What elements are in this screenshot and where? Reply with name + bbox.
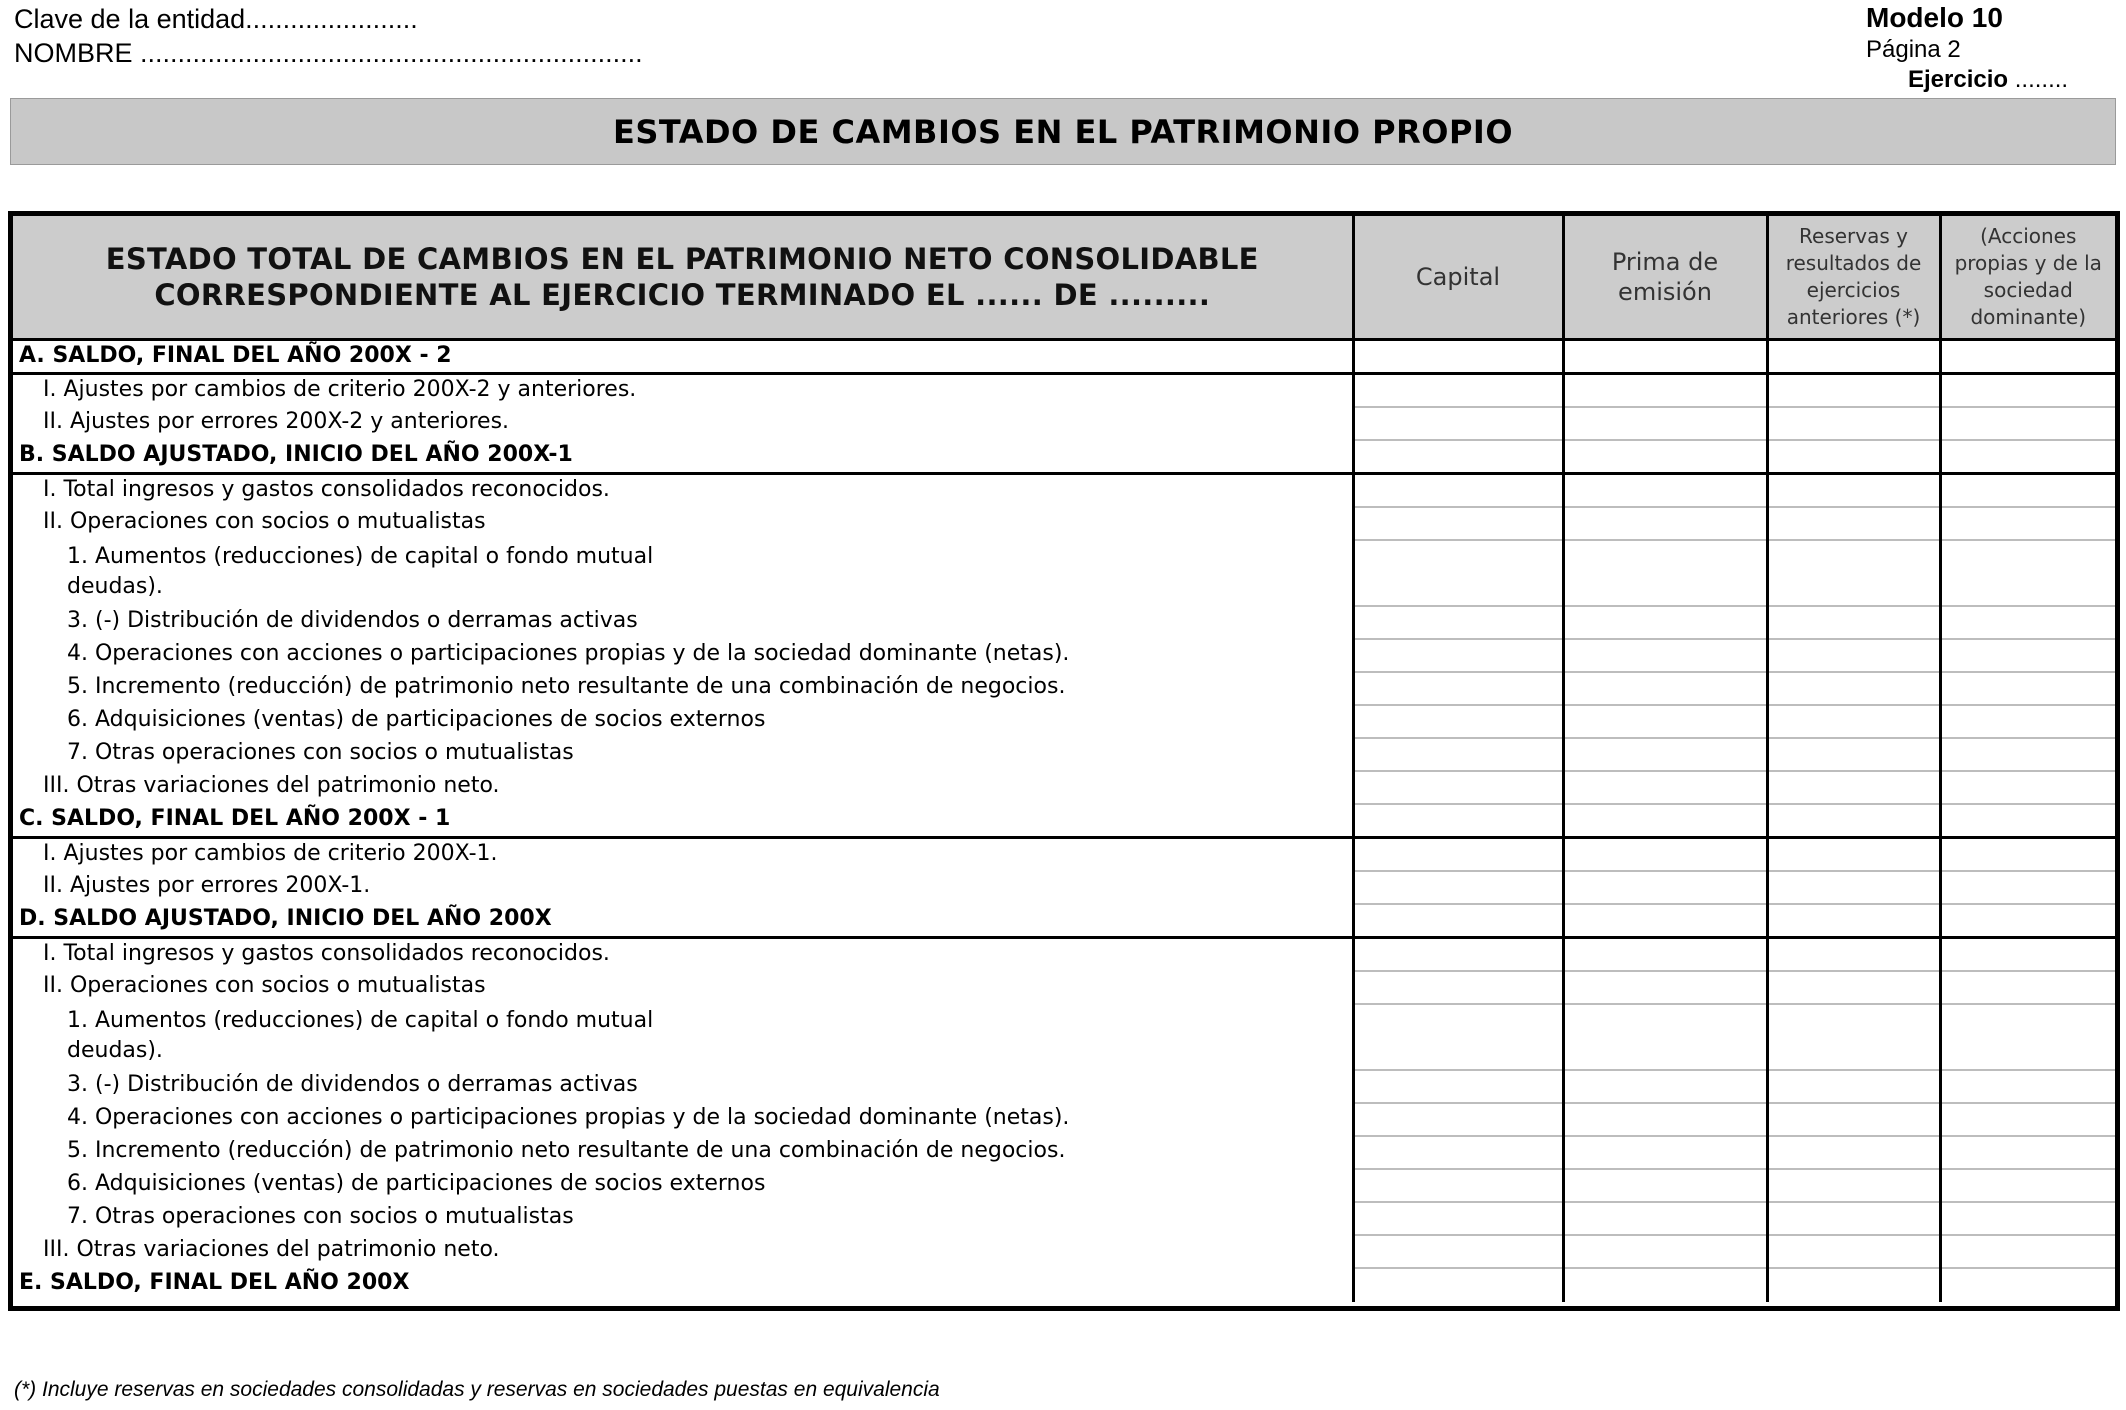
cell-capital[interactable] (1353, 1169, 1563, 1202)
table-row (13, 971, 2115, 1004)
cell-acciones[interactable] (1940, 374, 2115, 408)
cell-acciones[interactable] (1940, 1235, 2115, 1268)
cell-capital[interactable] (1353, 771, 1563, 804)
row-label-line-1: 1. Aumentos (reducciones) de capital o fondo mutual (67, 544, 654, 569)
table-row (13, 904, 2115, 938)
cell-prima[interactable] (1563, 705, 1767, 738)
main-header-line-1: ESTADO TOTAL DE CAMBIOS EN EL PATRIMONIO NETO CONSOLIDABLE (105, 242, 1259, 276)
cell-capital[interactable] (1353, 639, 1563, 672)
cell-acciones[interactable] (1940, 340, 2115, 374)
col-acciones-line-3: sociedad (1983, 278, 2073, 302)
table-row (13, 606, 2115, 639)
cell-capital[interactable] (1353, 540, 1563, 606)
cell-reservas[interactable] (1767, 474, 1940, 508)
table-row (13, 838, 2115, 872)
table-row (13, 340, 2115, 374)
table-row (13, 1136, 2115, 1169)
cell-acciones[interactable] (1940, 1136, 2115, 1169)
table-row (13, 1169, 2115, 1202)
cell-prima[interactable] (1563, 771, 1767, 804)
row-label: I. Total ingresos y gastos consolidados reconocidos. (13, 938, 1353, 972)
row-label (13, 1004, 1353, 1070)
row-label: I. Ajustes por cambios de criterio 200X-1. (13, 838, 1353, 872)
cell-capital[interactable] (1353, 904, 1563, 938)
cell-acciones[interactable] (1940, 738, 2115, 771)
row-label: 3. (-) Distribución de dividendos o derramas activas (13, 1070, 1353, 1103)
table-row (13, 407, 2115, 440)
cell-prima[interactable] (1563, 738, 1767, 771)
cell-reservas[interactable] (1767, 507, 1940, 540)
cell-capital[interactable] (1353, 1136, 1563, 1169)
cell-reservas[interactable] (1767, 672, 1940, 705)
cell-capital[interactable] (1353, 1268, 1563, 1302)
cell-prima[interactable] (1563, 1004, 1767, 1070)
header-right (1866, 2, 2003, 66)
table-row (13, 374, 2115, 408)
table-row (13, 1268, 2115, 1302)
cell-prima[interactable] (1563, 938, 1767, 972)
table-row (13, 804, 2115, 838)
col-prima-line-1: Prima de (1611, 248, 1719, 276)
cell-capital[interactable] (1353, 606, 1563, 639)
table-row (13, 672, 2115, 705)
cell-prima[interactable] (1563, 1235, 1767, 1268)
cell-reservas[interactable] (1767, 838, 1940, 872)
row-label: II. Ajustes por errores 200X-1. (13, 871, 1353, 904)
cell-acciones[interactable] (1940, 938, 2115, 972)
table-row (13, 507, 2115, 540)
cell-acciones[interactable] (1940, 1268, 2115, 1302)
cell-acciones[interactable] (1940, 1169, 2115, 1202)
row-label-line-1: 1. Aumentos (reducciones) de capital o fondo mutual (67, 1008, 654, 1033)
cell-capital[interactable] (1353, 1202, 1563, 1235)
cell-reservas[interactable] (1767, 606, 1940, 639)
cell-prima[interactable] (1563, 606, 1767, 639)
table-row (13, 705, 2115, 738)
main-header-line-2: CORRESPONDIENTE AL EJERCICIO TERMINADO EL ...... DE ......... (154, 278, 1211, 312)
row-label: III. Otras variaciones del patrimonio neto. (13, 1235, 1353, 1268)
cell-capital[interactable] (1353, 705, 1563, 738)
cell-capital[interactable] (1353, 440, 1563, 474)
cell-reservas[interactable] (1767, 407, 1940, 440)
cell-reservas[interactable] (1767, 374, 1940, 408)
cell-reservas[interactable] (1767, 1268, 1940, 1302)
col-header-capital: Capital (1353, 216, 1563, 340)
cell-prima[interactable] (1563, 1136, 1767, 1169)
cell-capital[interactable] (1353, 507, 1563, 540)
cell-capital[interactable] (1353, 971, 1563, 1004)
cell-acciones[interactable] (1940, 904, 2115, 938)
row-label: A. SALDO, FINAL DEL AÑO 200X - 2 (13, 340, 1353, 374)
cell-prima[interactable] (1563, 672, 1767, 705)
cell-prima[interactable] (1563, 1070, 1767, 1103)
cell-capital[interactable] (1353, 1070, 1563, 1103)
pagina-label: Página 2 (1866, 36, 1961, 63)
cell-acciones[interactable] (1940, 1070, 2115, 1103)
col-acciones-line-1: (Acciones (1980, 224, 2077, 248)
table-row (13, 639, 2115, 672)
cell-prima[interactable] (1563, 639, 1767, 672)
cell-reservas[interactable] (1767, 639, 1940, 672)
row-label: 6. Adquisiciones (ventas) de participaciones de socios externos (13, 1169, 1353, 1202)
cell-acciones[interactable] (1940, 440, 2115, 474)
cell-capital[interactable] (1353, 871, 1563, 904)
cell-capital[interactable] (1353, 938, 1563, 972)
cell-capital[interactable] (1353, 474, 1563, 508)
cell-reservas[interactable] (1767, 871, 1940, 904)
cell-acciones[interactable] (1940, 639, 2115, 672)
table-row (13, 474, 2115, 508)
cell-prima[interactable] (1563, 971, 1767, 1004)
row-label: D. SALDO AJUSTADO, INICIO DEL AÑO 200X (13, 904, 1353, 938)
cell-acciones[interactable] (1940, 838, 2115, 872)
nombre: NOMBRE ................................................................... (14, 38, 643, 68)
col-header-prima (1563, 216, 1767, 340)
row-label: II. Operaciones con socios o mutualistas (13, 971, 1353, 1004)
cell-reservas[interactable] (1767, 771, 1940, 804)
cell-prima[interactable] (1563, 838, 1767, 872)
table-row (13, 738, 2115, 771)
cell-acciones[interactable] (1940, 1103, 2115, 1136)
cell-acciones[interactable] (1940, 507, 2115, 540)
cell-acciones[interactable] (1940, 407, 2115, 440)
table-row (13, 938, 2115, 972)
cell-reservas[interactable] (1767, 705, 1940, 738)
cell-prima[interactable] (1563, 440, 1767, 474)
col-reservas-line-1: Reservas y (1799, 224, 1908, 248)
row-label: 3. (-) Distribución de dividendos o derramas activas (13, 606, 1353, 639)
cell-capital[interactable] (1353, 804, 1563, 838)
row-label: 7. Otras operaciones con socios o mutualistas (13, 1202, 1353, 1235)
table-row (13, 1070, 2115, 1103)
cell-prima[interactable] (1563, 474, 1767, 508)
row-label: III. Otras variaciones del patrimonio neto. (13, 771, 1353, 804)
cell-acciones[interactable] (1940, 871, 2115, 904)
table-row (13, 1235, 2115, 1268)
row-label: 5. Incremento (reducción) de patrimonio neto resultante de una combinación de negocios. (13, 1136, 1353, 1169)
clave-entidad: Clave de la entidad....................... (14, 4, 418, 34)
row-label-line-2: deudas). (67, 574, 163, 599)
row-label-line-2: deudas). (67, 1038, 163, 1063)
col-reservas-line-2: resultados de (1785, 251, 1922, 275)
cell-prima[interactable] (1563, 507, 1767, 540)
row-label: 4. Operaciones con acciones o participaciones propias y de la sociedad dominante (netas). (13, 1103, 1353, 1136)
col-acciones-line-4: dominante) (1970, 305, 2087, 329)
cell-reservas[interactable] (1767, 738, 1940, 771)
cell-reservas[interactable] (1767, 971, 1940, 1004)
row-label: I. Total ingresos y gastos consolidados reconocidos. (13, 474, 1353, 508)
row-label: 4. Operaciones con acciones o participaciones propias y de la sociedad dominante (netas). (13, 639, 1353, 672)
table-header-row (13, 216, 2115, 340)
cell-reservas[interactable] (1767, 340, 1940, 374)
row-label (13, 540, 1353, 606)
row-label: II. Operaciones con socios o mutualistas (13, 507, 1353, 540)
cell-capital[interactable] (1353, 838, 1563, 872)
cell-acciones[interactable] (1940, 804, 2115, 838)
cell-acciones[interactable] (1940, 474, 2115, 508)
header-left (14, 2, 643, 70)
cell-capital[interactable] (1353, 672, 1563, 705)
table-row (13, 1103, 2115, 1136)
cell-prima[interactable] (1563, 804, 1767, 838)
cell-acciones[interactable] (1940, 672, 2115, 705)
footnote: (*) Incluye reservas en sociedades consolidadas y reservas en sociedades puestas en equivalencia (14, 1378, 940, 1401)
table-row (13, 871, 2115, 904)
cell-reservas[interactable] (1767, 904, 1940, 938)
row-label: 6. Adquisiciones (ventas) de participaciones de socios externos (13, 705, 1353, 738)
cell-prima[interactable] (1563, 374, 1767, 408)
cell-prima[interactable] (1563, 407, 1767, 440)
row-label: I. Ajustes por cambios de criterio 200X-2 y anteriores. (13, 374, 1353, 408)
col-reservas-line-3: ejercicios (1806, 278, 1901, 302)
cell-prima[interactable] (1563, 1103, 1767, 1136)
cell-reservas[interactable] (1767, 1136, 1940, 1169)
cell-reservas[interactable] (1767, 1169, 1940, 1202)
cell-capital[interactable] (1353, 738, 1563, 771)
cell-capital[interactable] (1353, 1004, 1563, 1070)
table-row (13, 440, 2115, 474)
cell-prima[interactable] (1563, 871, 1767, 904)
cell-acciones[interactable] (1940, 1004, 2115, 1070)
cell-capital[interactable] (1353, 407, 1563, 440)
row-label: 5. Incremento (reducción) de patrimonio neto resultante de una combinación de negocios. (13, 672, 1353, 705)
cell-prima[interactable] (1563, 1268, 1767, 1302)
col-header-reservas (1767, 216, 1940, 340)
ejercicio-field (1908, 66, 2068, 94)
cell-capital[interactable] (1353, 1235, 1563, 1268)
table-row (13, 1004, 2115, 1070)
table-row (13, 1202, 2115, 1235)
col-prima-line-2: emisión (1618, 278, 1712, 306)
cell-prima[interactable] (1563, 904, 1767, 938)
cell-prima[interactable] (1563, 340, 1767, 374)
cell-capital[interactable] (1353, 374, 1563, 408)
row-label: 7. Otras operaciones con socios o mutualistas (13, 738, 1353, 771)
ejercicio-dots: ........ (2008, 66, 2069, 93)
cell-reservas[interactable] (1767, 804, 1940, 838)
cell-capital[interactable] (1353, 340, 1563, 374)
row-label: C. SALDO, FINAL DEL AÑO 200X - 1 (13, 804, 1353, 838)
row-label: II. Ajustes por errores 200X-2 y anteriores. (13, 407, 1353, 440)
cell-acciones[interactable] (1940, 705, 2115, 738)
col-reservas-line-4: anteriores (*) (1786, 305, 1921, 329)
cell-acciones[interactable] (1940, 1202, 2115, 1235)
table-row (13, 540, 2115, 606)
page-title: ESTADO DE CAMBIOS EN EL PATRIMONIO PROPIO (10, 98, 2116, 165)
main-header (13, 216, 1353, 340)
cell-capital[interactable] (1353, 1103, 1563, 1136)
cell-acciones[interactable] (1940, 606, 2115, 639)
col-acciones-line-2: propias y de la (1954, 251, 2102, 275)
cell-reservas[interactable] (1767, 938, 1940, 972)
cell-prima[interactable] (1563, 1202, 1767, 1235)
patrimonio-table (8, 211, 2120, 1311)
cell-acciones[interactable] (1940, 540, 2115, 606)
row-label: B. SALDO AJUSTADO, INICIO DEL AÑO 200X-1 (13, 440, 1353, 474)
col-header-acciones (1940, 216, 2115, 340)
table-row (13, 771, 2115, 804)
cell-prima[interactable] (1563, 1169, 1767, 1202)
cell-reservas[interactable] (1767, 440, 1940, 474)
cell-prima[interactable] (1563, 540, 1767, 606)
cell-reservas[interactable] (1767, 540, 1940, 606)
ejercicio-label: Ejercicio (1908, 66, 2009, 93)
modelo-label: Modelo 10 (1866, 2, 2003, 33)
cell-reservas[interactable] (1767, 1103, 1940, 1136)
cell-acciones[interactable] (1940, 771, 2115, 804)
cell-reservas[interactable] (1767, 1070, 1940, 1103)
cell-reservas[interactable] (1767, 1004, 1940, 1070)
cell-reservas[interactable] (1767, 1235, 1940, 1268)
cell-reservas[interactable] (1767, 1202, 1940, 1235)
row-label: E. SALDO, FINAL DEL AÑO 200X (13, 1268, 1353, 1302)
cell-acciones[interactable] (1940, 971, 2115, 1004)
